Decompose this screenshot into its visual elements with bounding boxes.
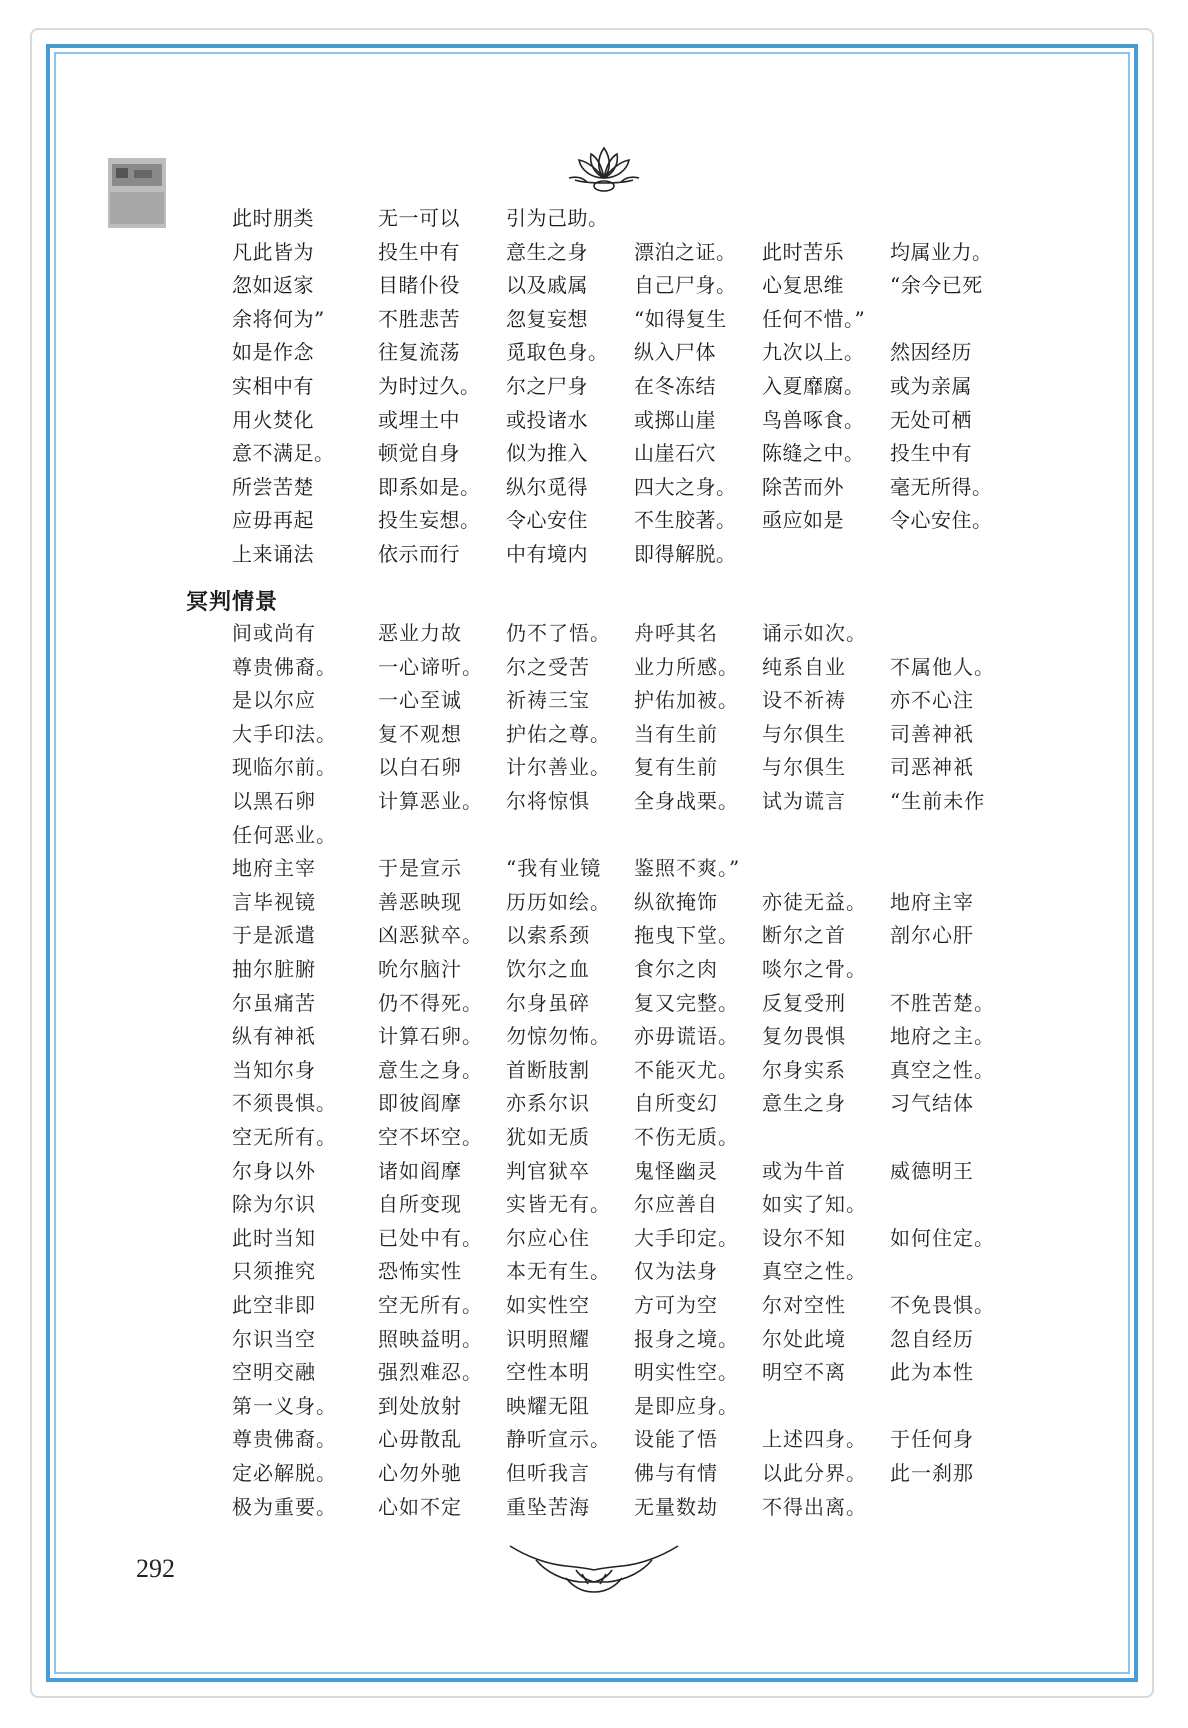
verse-phrase: 目睹仆役 xyxy=(378,273,460,298)
verse-phrase: 凶恶狱卒。 xyxy=(378,923,483,948)
verse-phrase: 大手印定。 xyxy=(634,1225,739,1250)
verse-line xyxy=(232,954,1000,984)
verse-phrase: 与尔俱生 xyxy=(762,755,846,780)
verse-phrase: 自所变现 xyxy=(378,1192,462,1217)
verse-phrase: 第一义身。 xyxy=(232,1393,337,1418)
verse-phrase: 不伤无质。 xyxy=(634,1125,739,1149)
verse-phrase: 报身之境。 xyxy=(634,1326,739,1351)
verse-phrase: 方可为空 xyxy=(634,1293,718,1317)
verse-phrase: 心如不定 xyxy=(378,1494,462,1519)
verse-phrase: 试为谎言 xyxy=(762,789,846,813)
verse-phrase: 无量数劫 xyxy=(634,1494,718,1519)
verse-phrase: 空明交融 xyxy=(232,1360,316,1385)
verse-phrase: 意生之身 xyxy=(506,239,588,264)
verse-line xyxy=(232,1189,1000,1219)
verse-phrase: 漂泊之证。 xyxy=(634,239,737,264)
verse-line xyxy=(232,405,1000,435)
verse-line xyxy=(232,988,1000,1018)
verse-phrase: 以索系颈 xyxy=(506,923,590,948)
verse-phrase: 忽如返家 xyxy=(232,273,314,298)
verse-phrase: 照映益明。 xyxy=(378,1326,483,1351)
verse-phrase: 即系如是。 xyxy=(378,474,481,499)
verse-phrase: 仍不了悟。 xyxy=(506,621,611,645)
verse-phrase: 设不祈祷 xyxy=(762,688,846,713)
verse-phrase: 断尔之首 xyxy=(762,923,846,948)
verse-phrase: 引为己助。 xyxy=(506,206,609,230)
verse-phrase: 尔对空性 xyxy=(762,1293,846,1317)
verse-line xyxy=(232,1424,1000,1454)
verse-phrase: 入夏靡腐。 xyxy=(762,374,865,398)
verse-phrase: 投生中有 xyxy=(890,441,972,466)
section-heading: 冥判情景 xyxy=(186,589,279,615)
verse-phrase: 即得解脱。 xyxy=(634,542,737,566)
verse-phrase: 护佑之尊。 xyxy=(506,721,611,746)
verse-phrase: 饮尔之血 xyxy=(506,957,590,981)
verse-phrase: 于是宣示 xyxy=(378,856,462,881)
verse-phrase: 识明照耀 xyxy=(506,1326,590,1351)
verse-phrase: 吮尔脑汁 xyxy=(378,957,462,981)
verse-line xyxy=(232,472,1000,502)
verse-phrase: 尔身实系 xyxy=(762,1057,846,1082)
verse-phrase: 地府主宰 xyxy=(890,889,974,914)
verse-phrase: 凡此皆为 xyxy=(232,239,314,264)
verse-phrase: 真空之性。 xyxy=(890,1057,995,1082)
verse-line xyxy=(232,1055,1000,1085)
verse-phrase: 尊贵佛裔。 xyxy=(232,1427,337,1452)
verse-phrase: 映耀无阻 xyxy=(506,1393,590,1418)
verse-phrase: 是即应身。 xyxy=(634,1393,739,1418)
verse-phrase: 犹如无质 xyxy=(506,1125,590,1149)
verse-phrase: 如实了知。 xyxy=(762,1192,867,1217)
verse-phrase: 不须畏惧。 xyxy=(232,1091,337,1116)
verse-phrase: 计尔善业。 xyxy=(506,755,611,780)
verse-phrase: 尔之受苦 xyxy=(506,654,590,679)
verse-line xyxy=(232,1290,1000,1320)
verse-phrase: 尔处此境 xyxy=(762,1326,846,1351)
verse-phrase: 或埋土中 xyxy=(378,407,460,432)
verse-phrase: 尔之尸身 xyxy=(506,374,588,398)
verse-phrase: 或掷山崖 xyxy=(634,407,716,432)
verse-line xyxy=(232,304,1000,334)
verse-phrase: 亦徒无益。 xyxy=(762,889,867,914)
verse-phrase: 空性本明 xyxy=(506,1360,590,1385)
verse-phrase: 或为亲属 xyxy=(890,374,972,398)
verse-phrase: 纵欲掩饰 xyxy=(634,889,718,914)
lotus-icon xyxy=(565,140,643,196)
verse-phrase: “生前未作 xyxy=(890,789,986,813)
verse-phrase: 复又完整。 xyxy=(634,990,739,1015)
verse-phrase: 意不满足。 xyxy=(232,441,335,466)
verse-phrase: 业力所感。 xyxy=(634,654,739,679)
verse-phrase: 全身战栗。 xyxy=(634,789,739,813)
verse-phrase: 鸟兽啄食。 xyxy=(762,407,865,432)
verse-line xyxy=(232,237,1000,267)
verse-phrase: 威德明王 xyxy=(890,1158,974,1183)
verse-phrase: 中有境内 xyxy=(506,542,588,566)
verse-phrase: 此时苦乐 xyxy=(762,239,844,264)
verse-line xyxy=(232,685,1000,715)
verse-phrase: 或投诸水 xyxy=(506,407,588,432)
verse-phrase: 毫无所得。 xyxy=(890,474,993,499)
verse-phrase: 言毕视镜 xyxy=(232,889,316,914)
verse-phrase: 于任何身 xyxy=(890,1427,974,1452)
verse-line xyxy=(232,505,1000,535)
verse-phrase: 令心安住 xyxy=(506,508,588,533)
verse-phrase: 尔识当空 xyxy=(232,1326,316,1351)
verse-phrase: 计算石卵。 xyxy=(378,1024,483,1049)
verse-phrase: 一心谛听。 xyxy=(378,654,483,679)
verse-phrase: 此空非即 xyxy=(232,1293,316,1317)
verse-phrase: 无处可栖 xyxy=(890,407,972,432)
verse-line xyxy=(232,719,1000,749)
verse-line xyxy=(232,920,1000,950)
verse-phrase: 投生中有 xyxy=(378,239,460,264)
verse-phrase: 投生妄想。 xyxy=(378,508,481,533)
verse-phrase: 判官狱卒 xyxy=(506,1158,590,1183)
verse-phrase: 习气结体 xyxy=(890,1091,974,1116)
verse-phrase: 仅为法身 xyxy=(634,1259,718,1284)
verse-line xyxy=(232,1492,1000,1522)
verse-phrase: “我有业镜 xyxy=(506,856,602,881)
verse-phrase: 上述四身。 xyxy=(762,1427,867,1452)
verse-phrase: 仍不得死。 xyxy=(378,990,483,1015)
verse-phrase: 自己尸身。 xyxy=(634,273,737,298)
verse-phrase: 鬼怪幽灵 xyxy=(634,1158,718,1183)
verse-phrase: 是以尔应 xyxy=(232,688,316,713)
verse-phrase: 司恶神祇 xyxy=(890,755,974,780)
verse-line xyxy=(232,786,1000,816)
verse-phrase: “如得复生 xyxy=(634,306,727,331)
verse-phrase: 重坠苦海 xyxy=(506,1494,590,1519)
scan-artifact-mark xyxy=(108,158,166,228)
verse-phrase: 余将何为” xyxy=(232,306,325,331)
verse-phrase: 忽复妄想 xyxy=(506,306,588,331)
verse-phrase: 如实性空 xyxy=(506,1293,590,1317)
verse-phrase: 不得出离。 xyxy=(762,1494,867,1519)
verse-phrase: 往复流荡 xyxy=(378,340,460,365)
verse-phrase: 复有生前 xyxy=(634,755,718,780)
verse-line xyxy=(232,371,1000,401)
verse-phrase: 纵有神祇 xyxy=(232,1024,316,1049)
verse-phrase: 计算恶业。 xyxy=(378,789,483,813)
verse-phrase: 顿觉自身 xyxy=(378,441,460,466)
verse-line xyxy=(232,820,1000,850)
verse-phrase: 然因经历 xyxy=(890,340,972,365)
verse-phrase: 意生之身 xyxy=(762,1091,846,1116)
page-number: 292 xyxy=(136,1554,175,1583)
verse-phrase: 复不观想 xyxy=(378,721,462,746)
verse-phrase: 用火焚化 xyxy=(232,407,314,432)
verse-phrase: 依示而行 xyxy=(378,542,460,566)
verse-phrase: 除为尔识 xyxy=(232,1192,316,1217)
verse-phrase: 以此分界。 xyxy=(762,1461,867,1485)
verse-phrase: 于是派遣 xyxy=(232,923,316,948)
verse-phrase: 此为本性 xyxy=(890,1360,974,1385)
verse-phrase: 亦不心注 xyxy=(890,688,974,713)
verse-phrase: 当有生前 xyxy=(634,721,718,746)
verse-phrase: 一心至诚 xyxy=(378,688,462,713)
verse-phrase: 啖尔之骨。 xyxy=(762,957,867,981)
verse-phrase: 纵入尸体 xyxy=(634,340,716,365)
verse-phrase: 实相中有 xyxy=(232,374,314,398)
verse-phrase: 强烈难忍。 xyxy=(378,1360,483,1385)
verse-phrase: 祈祷三宝 xyxy=(506,688,590,713)
verse-phrase: 尔将惊惧 xyxy=(506,789,590,813)
verse-phrase: 如何住定。 xyxy=(890,1225,995,1250)
verse-line xyxy=(232,887,1000,917)
verse-phrase: 实皆无有。 xyxy=(506,1192,611,1217)
verse-phrase: 极为重要。 xyxy=(232,1494,337,1519)
verse-line xyxy=(232,1357,1000,1387)
verse-phrase: 不属他人。 xyxy=(890,654,995,679)
verse-phrase: 尔身以外 xyxy=(232,1158,316,1183)
verse-phrase: 抽尔脏腑 xyxy=(232,957,316,981)
verse-phrase: 不生胶著。 xyxy=(634,508,737,533)
verse-phrase: 令心安住。 xyxy=(890,508,993,533)
verse-line xyxy=(232,270,1000,300)
verse-phrase: 任何不惜。” xyxy=(762,306,866,331)
verse-phrase: 无一可以 xyxy=(378,206,460,230)
verse-phrase: 恐怖实性 xyxy=(378,1259,462,1284)
verse-phrase: 心勿外驰 xyxy=(378,1461,462,1485)
verse-line xyxy=(232,539,1000,569)
verse-phrase: 护佑加被。 xyxy=(634,688,739,713)
verse-phrase: 真空之性。 xyxy=(762,1259,867,1284)
verse-phrase: 均属业力。 xyxy=(890,239,993,264)
verse-phrase: 陈缝之中。 xyxy=(762,441,865,466)
verse-phrase: 已处中有。 xyxy=(378,1225,483,1250)
verse-line xyxy=(232,1223,1000,1253)
verse-phrase: 食尔之肉 xyxy=(634,957,718,981)
verse-line xyxy=(232,337,1000,367)
verse-phrase: 所尝苦楚 xyxy=(232,474,314,499)
verse-phrase: 任何恶业。 xyxy=(232,822,337,847)
verse-phrase: 恶业力故 xyxy=(378,621,462,645)
verse-phrase: 以黑石卵 xyxy=(232,789,316,813)
verse-phrase: 自所变幻 xyxy=(634,1091,718,1116)
verse-phrase: 与尔俱生 xyxy=(762,721,846,746)
verse-phrase: 尔应心住 xyxy=(506,1225,590,1250)
verse-phrase: 应毋再起 xyxy=(232,508,314,533)
verse-phrase: 现临尔前。 xyxy=(232,755,337,780)
verse-phrase: 不胜悲苦 xyxy=(378,306,460,331)
verse-phrase: 只须推究 xyxy=(232,1259,316,1284)
verse-phrase: 舟呼其名 xyxy=(634,621,718,645)
verse-phrase: 地府之主。 xyxy=(890,1024,995,1049)
verse-phrase: 善恶映现 xyxy=(378,889,462,914)
praying-hands-icon xyxy=(506,1536,682,1600)
verse-phrase: “余今已死 xyxy=(890,273,983,298)
verse-phrase: 鉴照不爽。” xyxy=(634,856,741,881)
verse-phrase: 此时朋类 xyxy=(232,206,314,230)
verse-phrase: 佛与有情 xyxy=(634,1461,718,1485)
verse-line xyxy=(232,438,1000,468)
verse-phrase: 到处放射 xyxy=(378,1393,462,1418)
verse-phrase: 亟应如是 xyxy=(762,508,844,533)
verse-line xyxy=(232,1088,1000,1118)
verse-phrase: 即彼阎摩 xyxy=(378,1091,462,1116)
verse-phrase: 本无有生。 xyxy=(506,1259,611,1284)
verse-phrase: 此一刹那 xyxy=(890,1461,974,1485)
verse-phrase: 空无所有。 xyxy=(378,1293,483,1317)
verse-phrase: 纵尔觅得 xyxy=(506,474,588,499)
verse-phrase: 明实性空。 xyxy=(634,1360,739,1385)
verse-line xyxy=(232,1256,1000,1286)
verse-phrase: 尊贵佛裔。 xyxy=(232,654,337,679)
verse-phrase: 间或尚有 xyxy=(232,621,316,645)
verse-phrase: 空无所有。 xyxy=(232,1125,337,1149)
verse-phrase: 不免畏惧。 xyxy=(890,1293,995,1317)
verse-phrase: 尔虽痛苦 xyxy=(232,990,316,1015)
verse-phrase: 似为推入 xyxy=(506,441,588,466)
verse-phrase: 空不坏空。 xyxy=(378,1125,483,1149)
verse-phrase: 历历如绘。 xyxy=(506,889,611,914)
verse-phrase: 诸如阎摩 xyxy=(378,1158,462,1183)
verse-phrase: 不胜苦楚。 xyxy=(890,990,995,1015)
verse-phrase: 四大之身。 xyxy=(634,474,737,499)
verse-phrase: 觅取色身。 xyxy=(506,340,609,365)
verse-phrase: 以及戚属 xyxy=(506,273,588,298)
verse-phrase: 拖曳下堂。 xyxy=(634,923,739,948)
verse-line xyxy=(232,618,1000,648)
verse-phrase: 意生之身。 xyxy=(378,1057,483,1082)
verse-phrase: 不能灭尤。 xyxy=(634,1057,739,1082)
verse-line xyxy=(232,752,1000,782)
verse-phrase: 设能了悟 xyxy=(634,1427,718,1452)
verse-phrase: 除苦而外 xyxy=(762,474,844,499)
verse-line xyxy=(232,1156,1000,1186)
verse-phrase: 九次以上。 xyxy=(762,340,865,365)
verse-line xyxy=(232,203,1000,233)
verse-phrase: 定必解脱。 xyxy=(232,1461,337,1485)
verse-line xyxy=(232,1391,1000,1421)
verse-phrase: 为时过久。 xyxy=(378,374,481,398)
verse-phrase: 反复受刑 xyxy=(762,990,846,1015)
verse-line xyxy=(232,652,1000,682)
verse-phrase: 大手印法。 xyxy=(232,721,337,746)
verse-phrase: 心复思维 xyxy=(762,273,844,298)
verse-phrase: 当知尔身 xyxy=(232,1057,316,1082)
verse-phrase: 地府主宰 xyxy=(232,856,316,881)
verse-line xyxy=(232,1458,1000,1488)
verse-phrase: 山崖石穴 xyxy=(634,441,716,466)
verse-phrase: 亦毋谎语。 xyxy=(634,1024,739,1049)
verse-phrase: 静听宣示。 xyxy=(506,1427,611,1452)
verse-phrase: 司善神祇 xyxy=(890,721,974,746)
verse-phrase: 心毋散乱 xyxy=(378,1427,462,1452)
verse-line xyxy=(232,1021,1000,1051)
verse-phrase: 明空不离 xyxy=(762,1360,846,1385)
verse-phrase: 以白石卵 xyxy=(378,755,462,780)
verse-phrase: 纯系自业 xyxy=(762,654,846,679)
verse-line xyxy=(232,853,1000,883)
verse-phrase: 尔身虽碎 xyxy=(506,990,590,1015)
verse-line xyxy=(232,1122,1000,1152)
verse-phrase: 剖尔心肝 xyxy=(890,923,974,948)
verse-phrase: 但听我言 xyxy=(506,1461,590,1485)
verse-phrase: 上来诵法 xyxy=(232,542,314,566)
verse-phrase: 如是作念 xyxy=(232,340,314,365)
verse-phrase: 勿惊勿怖。 xyxy=(506,1024,611,1049)
verse-phrase: 此时当知 xyxy=(232,1225,316,1250)
verse-line xyxy=(232,1324,1000,1354)
verse-phrase: 首断肢割 xyxy=(506,1057,590,1082)
verse-phrase: 尔应善自 xyxy=(634,1192,718,1217)
verse-phrase: 设尔不知 xyxy=(762,1225,846,1250)
verse-phrase: 亦系尔识 xyxy=(506,1091,590,1116)
verse-phrase: 忽自经历 xyxy=(890,1326,974,1351)
verse-phrase: 或为牛首 xyxy=(762,1158,846,1183)
verse-phrase: 在冬冻结 xyxy=(634,374,716,398)
verse-phrase: 诵示如次。 xyxy=(762,621,867,645)
verse-phrase: 复勿畏惧 xyxy=(762,1024,846,1049)
